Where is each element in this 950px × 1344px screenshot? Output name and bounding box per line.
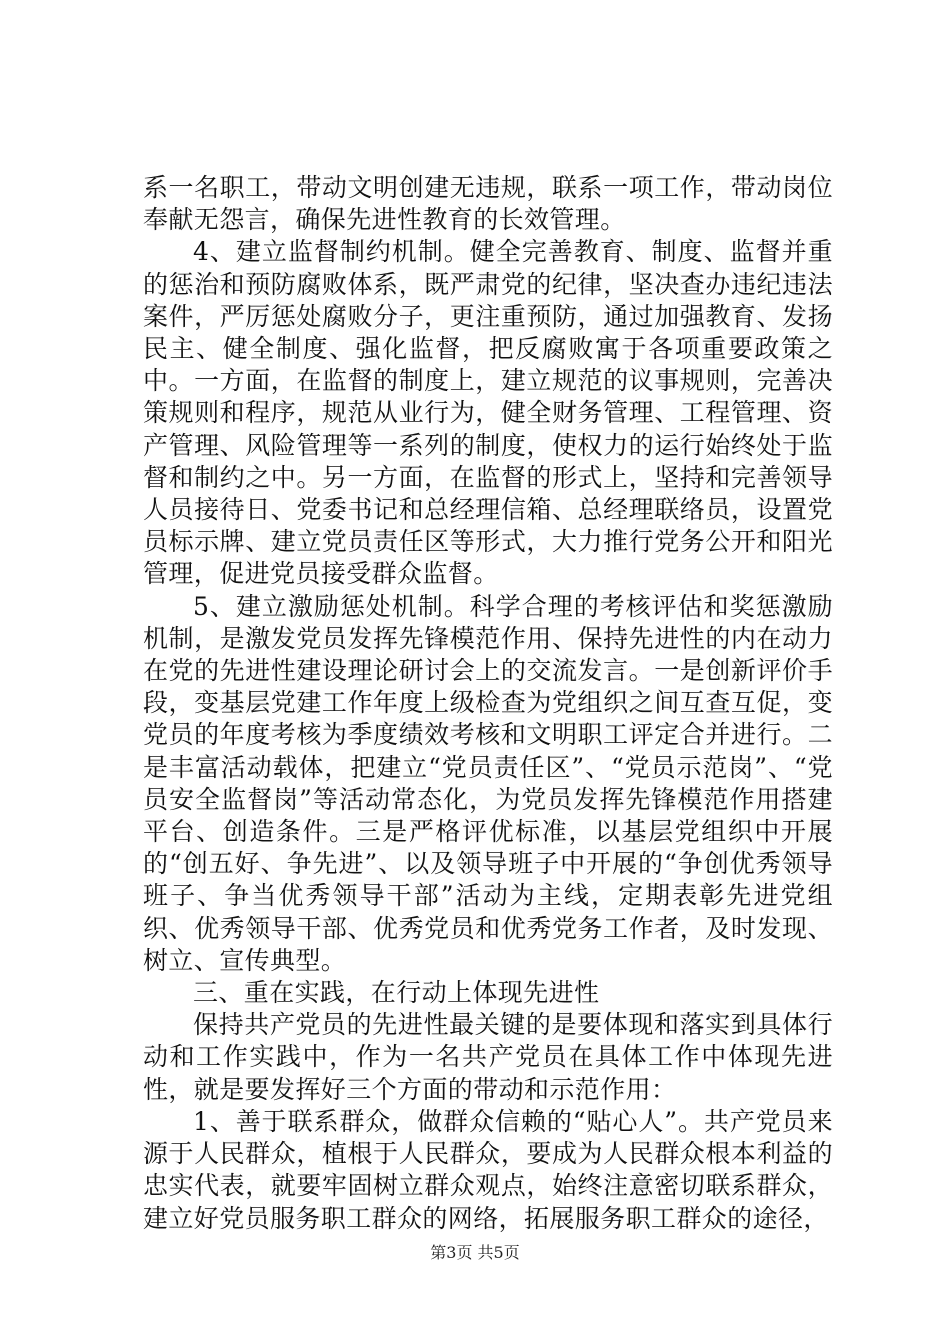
section-heading-practice: 三、重在实践，在行动上体现先进性 — [193, 978, 600, 1008]
paragraph-practice-intro: 保持共产党员的先进性最关键的是要体现和落实到具体行动和工作实践中，作为一名共产党员在具体工作中体现先进性，就是要发挥好三个方面的带动和示范作用： — [143, 1010, 833, 1104]
document-body — [143, 172, 833, 1235]
paragraph-contact-masses: 1、善于联系群众，做群众信赖的“贴心人”。共产党员来源于人民群众，植根于人民群众，要成为人民群众根本利益的忠实代表，就要牢固树立群众观点，始终注意密切联系群众，建立好党员服务职工群众的网络，拓展服务职工群众的途径， — [143, 1106, 833, 1233]
page-footer: 第3页 共5页 — [430, 1243, 520, 1262]
paragraph-supervision-mechanism: 4、建立监督制约机制。健全完善教育、制度、监督并重的惩治和预防腐败体系，既严肃党的纪律，坚决查办违纪违法案件，严厉惩处腐败分子，更注重预防，通过加强教育、发扬民主、健全制度、强化监督，把反腐败寓于各项重要政策之中。一方面，在监督的制度上，建立规范的议事规则，完善决策规则和程序，规范从业行为，健全财务管理、工程管理、资产管理、风险管理等一系列的制度，使权力的运行始终处于监督和制约之中。另一方面，在监督的形式上，坚持和完善领导人员接待日、党委书记和总经理信箱、总经理联络员，设置党员标示牌、建立党员责任区等形式，大力推行党务公开和阳光管理，促进党员接受群众监督。 — [143, 237, 833, 589]
paragraph-incentive-mechanism: 5、建立激励惩处机制。科学合理的考核评估和奖惩激励机制，是激发党员发挥先锋模范作用、保持先进性的内在动力在党的先进性建设理论研讨会上的交流发言。一是创新评价手段，变基层党建工作年度上级检查为党组织之间互查互促，变党员的年度考核为季度绩效考核和文明职工评定合并进行。二是丰富活动载体，把建立“党员责任区”、“党员示范岗”、“党员安全监督岗”等活动常态化，为党员发挥先锋模范作用搭建平台、创造条件。三是严格评优标准，以基层党组织中开展的“创五好、争先进”、以及领导班子中开展的“争创优秀领导班子、争当优秀领导干部”活动为主线，定期表彰先进党组织、优秀领导干部、优秀党员和优秀党务工作者，及时发现、树立、宣传典型。 — [143, 591, 833, 975]
paragraph-continuation: 系一名职工，带动文明创建无违规，联系一项工作，带动岗位奉献无怨言，确保先进性教育的长效管理。 — [143, 173, 833, 235]
